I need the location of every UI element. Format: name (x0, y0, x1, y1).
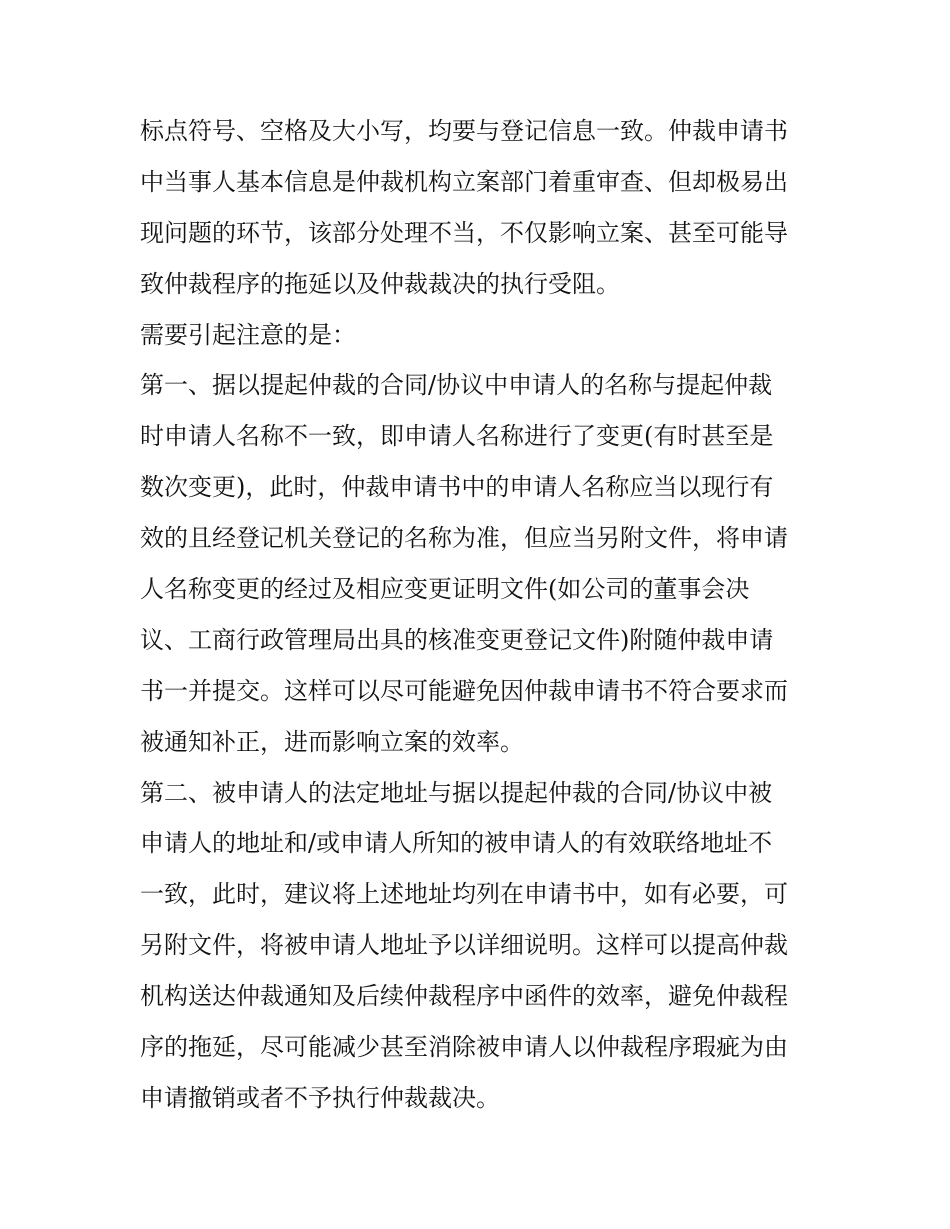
text-line: 书一并提交。这样可以尽可能避免因仲裁申请书不符合要求而 (140, 676, 788, 705)
text-line: 时申请人名称不一致，即申请人名称进行了变更(有时甚至是 (140, 422, 774, 451)
text-line: 现问题的环节，该部分处理不当，不仅影响立案、甚至可能导 (140, 218, 788, 247)
text-line: 申请撤销或者不予执行仲裁裁决。 (140, 1083, 500, 1112)
text-line: 一致，此时，建议将上述地址均列在申请书中，如有必要，可 (140, 880, 788, 909)
text-line: 中当事人基本信息是仲裁机构立案部门着重审查、但却极易出 (140, 167, 788, 196)
body-text (140, 106, 830, 1124)
text-line: 致仲裁程序的拖延以及仲裁裁决的执行受阻。 (140, 269, 620, 298)
text-line: 人名称变更的经过及相应变更证明文件(如公司的董事会决 (140, 575, 750, 604)
text-line: 被通知补正，进而影响立案的效率。 (140, 727, 524, 756)
text-line: 另附文件，将被申请人地址予以详细说明。这样可以提高仲裁 (140, 931, 788, 960)
text-line: 数次变更)，此时，仲裁申请书中的申请人名称应当以现行有 (140, 473, 774, 502)
text-line: 机构送达仲裁通知及后续仲裁程序中函件的效率，避免仲裁程 (140, 982, 788, 1011)
text-line: 需要引起注意的是： (140, 320, 356, 349)
text-line: 申请人的地址和/或申请人所知的被申请人的有效联络地址不 (140, 829, 773, 858)
text-line: 第二、被申请人的法定地址与据以提起仲裁的合同/协议中被 (140, 778, 773, 807)
text-line: 标点符号、空格及大小写，均要与登记信息一致。仲裁申请书 (140, 117, 788, 145)
text-line: 序的拖延，尽可能减少甚至消除被申请人以仲裁程序瑕疵为由 (140, 1033, 788, 1062)
text-line: 效的且经登记机关登记的名称为准，但应当另附文件，将申请 (140, 524, 788, 553)
text-line: 议、工商行政管理局出具的核准变更登记文件)附随仲裁申请 (140, 625, 774, 654)
text-line: 第一、据以提起仲裁的合同/协议中申请人的名称与提起仲裁 (140, 371, 773, 400)
